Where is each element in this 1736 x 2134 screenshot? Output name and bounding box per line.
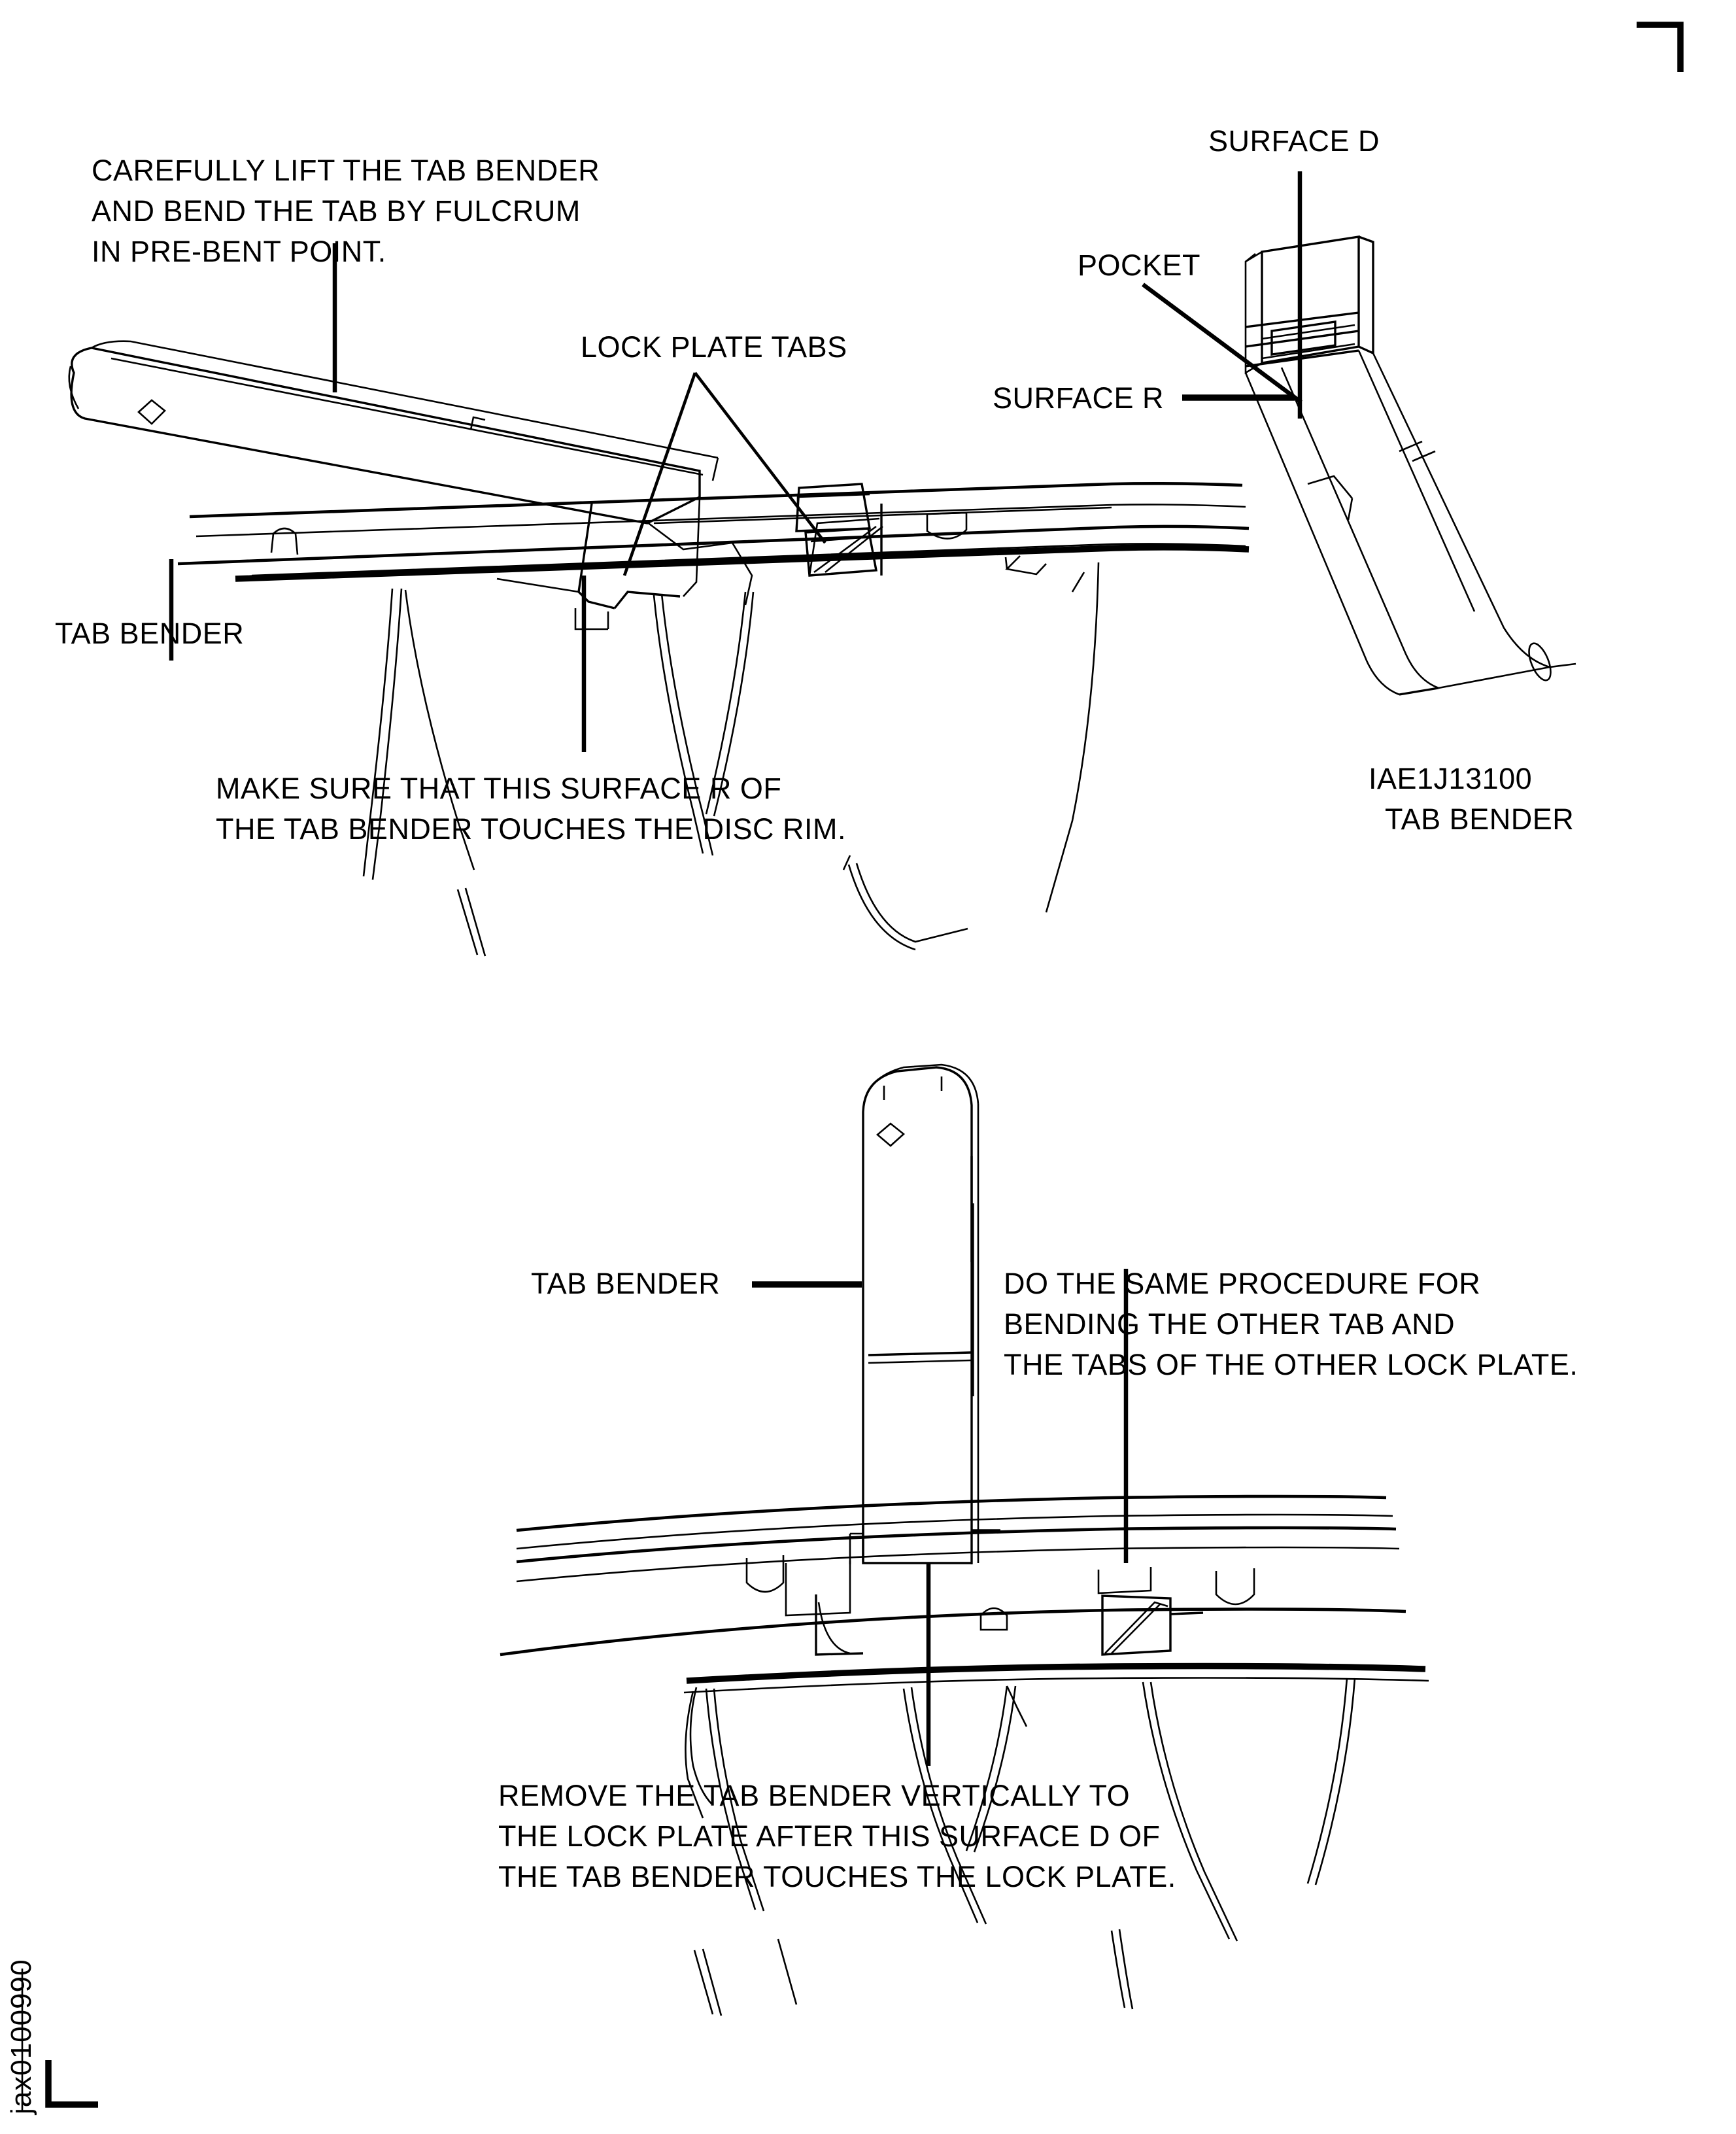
tool-hole-icon — [1525, 640, 1556, 683]
corner-mark-top-right — [1637, 25, 1680, 72]
part-name: TAB BENDER — [1385, 802, 1574, 836]
note-remove-line1: REMOVE THE TAB BENDER VERTICALLY TO — [498, 1779, 1131, 1812]
label-surface-d: SURFACE D — [1208, 124, 1380, 158]
note-remove-line3: THE TAB BENDER TOUCHES THE LOCK PLATE. — [498, 1860, 1176, 1893]
leader-pocket — [1143, 284, 1301, 402]
note-carefully-lift-line3: IN PRE-BENT POINT. — [92, 235, 386, 268]
label-lock-plate-tabs: LOCK PLATE TABS — [581, 330, 847, 364]
label-surface-r: SURFACE R — [993, 381, 1165, 415]
label-tab-bender-bottom: TAB BENDER — [531, 1267, 721, 1300]
label-tab-bender-left: TAB BENDER — [55, 617, 245, 650]
note-remove-line2: THE LOCK PLATE AFTER THIS SURFACE D OF — [498, 1819, 1161, 1853]
part-number: IAE1J13100 — [1369, 762, 1533, 795]
tool-shank-body — [1246, 351, 1576, 695]
note-other-tab-line3: THE TABS OF THE OTHER LOCK PLATE. — [1004, 1348, 1578, 1381]
top-right-tool — [1143, 171, 1576, 695]
disc-rim-top-figure — [178, 483, 1249, 579]
disc-rim-bottom-figure — [500, 1496, 1429, 1693]
note-carefully-lift-line1: CAREFULLY LIFT THE TAB BENDER — [92, 154, 600, 187]
note-other-tab-line1: DO THE SAME PROCEDURE FOR — [1004, 1267, 1481, 1300]
note-carefully-lift-line2: AND BEND THE TAB BY FULCRUM — [92, 194, 581, 228]
tab-bender-tool-vertical — [850, 1065, 1000, 1564]
note-other-tab-line2: BENDING THE OTHER TAB AND — [1004, 1307, 1455, 1341]
note-surface-r-line2: THE TAB BENDER TOUCHES THE DISC RIM. — [216, 812, 846, 846]
corner-mark-bottom-left — [48, 2060, 98, 2105]
lock-plate-tabs-bottom — [747, 1555, 1254, 1655]
tool-head-block — [1246, 237, 1373, 373]
note-surface-r-line1: MAKE SURE THAT THIS SURFACE R OF — [216, 772, 782, 805]
drawing-id: jax0100990 — [5, 1959, 37, 2114]
label-pocket: POCKET — [1078, 249, 1201, 282]
tool-diamond-mark-vertical-icon — [877, 1124, 904, 1146]
turbine-blade-roots-top — [364, 562, 1098, 956]
tool-diamond-mark-icon — [139, 400, 165, 424]
